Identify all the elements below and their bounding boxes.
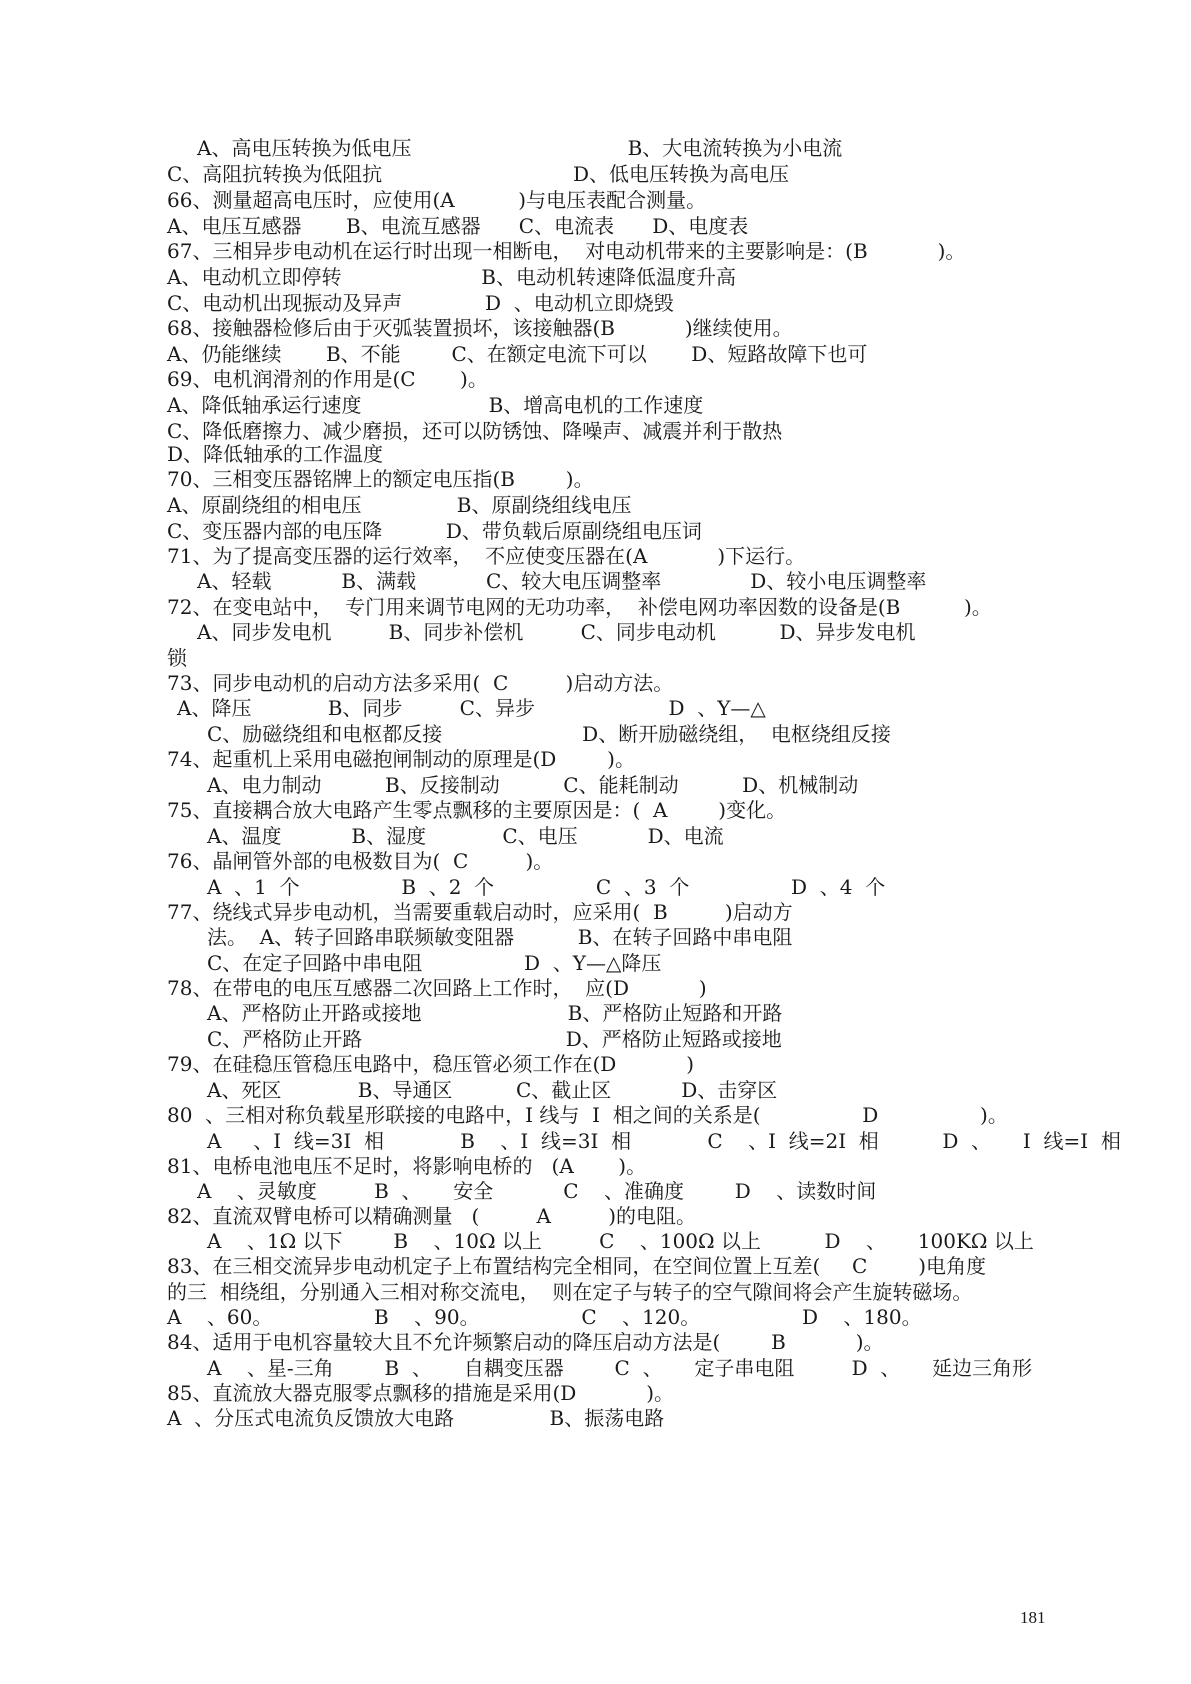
text-line: 68、接触器检修后由于灭弧装置损坏，该接触器(B )继续使用。 [167, 316, 793, 340]
text-line: A、电力制动 B、反接制动 C、能耗制动 D、机械制动 [207, 773, 859, 797]
text-line: A、轻载 B、满载 C、较大电压调整率 D、较小电压调整率 [197, 569, 927, 593]
text-line: C、高阻抗转换为低阻抗 D、低电压转换为高电压 [167, 162, 790, 186]
text-line: 71、为了提高变压器的运行效率， 不应使变压器在(A )下运行。 [167, 544, 806, 568]
text-line: A 、星-三角 B 、 自耦变压器 C 、 定子串电阻 D 、 延边三角形 [207, 1356, 1033, 1380]
text-line: A、仍能继续 B、不能 C、在额定电流下可以 D、短路故障下也可 [167, 342, 868, 366]
text-line: 锁 [167, 646, 187, 670]
text-line: A、降压 B、同步 C、异步 D 、Y—△ [177, 696, 766, 720]
text-line: 78、在带电的电压互感器二次回路上工作时， 应(D ) [167, 976, 707, 1000]
text-line: A 、60。 B 、90。 C 、120。 D 、180。 [167, 1305, 922, 1329]
text-line: 73、同步电动机的启动方法多采用( C )启动方法。 [167, 671, 674, 695]
text-line: A、温度 B、湿度 C、电压 D、电流 [207, 824, 724, 848]
text-line: C、变压器内部的电压降 D、带负载后原副绕组电压词 [167, 519, 702, 543]
text-line: A、电动机立即停转 B、电动机转速降低温度升高 [167, 265, 737, 289]
text-line: 75、直接耦合放大电路产生零点飘移的主要原因是：( A )变化。 [167, 798, 787, 822]
text-line: A 、灵敏度 B 、 安全 C 、准确度 D 、读数时间 [197, 1179, 877, 1203]
text-line: C、励磁绕组和电枢都反接 D、断开励磁绕组， 电枢绕组反接 [207, 722, 891, 746]
text-line: 67、三相异步电动机在运行时出现一相断电， 对电动机带来的主要影响是：(B )。 [167, 239, 966, 263]
text-line: A、高电压转换为低电压 B、大电流转换为小电流 [197, 136, 843, 160]
text-line: C、严格防止开路 D、严格防止短路或接地 [207, 1027, 782, 1051]
text-line: A 、I 线=3I 相 B 、I 线=3I 相 C 、I 线=2I 相 D 、 I 线=I 相 [207, 1129, 1121, 1153]
text-line: 83、在三相交流异步电动机定子上布置结构完全相同，在空间位置上互差( C )电角度 [167, 1254, 987, 1278]
text-line: A、死区 B、导通区 C、截止区 D、击穿区 [207, 1078, 778, 1102]
text-line: A、电压互感器 B、电流互感器 C、电流表 D、电度表 [167, 214, 749, 238]
text-line: 70、三相变压器铭牌上的额定电压指(B )。 [167, 467, 594, 491]
text-line: D、降低轴承的工作温度 [167, 442, 384, 466]
text-line: 81、电桥电池电压不足时，将影响电桥的 (A )。 [167, 1154, 647, 1178]
text-line: 72、在变电站中， 专门用来调节电网的无功功率， 补偿电网功率因数的设备是(B )。 [167, 595, 992, 619]
text-line: A、原副绕组的相电压 B、原副绕组线电压 [167, 493, 632, 517]
text-line: 84、适用于电机容量较大且不允许频繁启动的降压启动方法是( B )。 [167, 1330, 884, 1354]
page-number: 181 [1020, 1608, 1046, 1627]
text-line: 法。 A、转子回路串联频敏变阻器 B、在转子回路中串电阻 [207, 925, 793, 949]
text-line: A、降低轴承运行速度 B、增高电机的工作速度 [167, 393, 704, 417]
text-line: 77、绕线式异步电动机，当需要重载启动时，应采用( B )启动方 [167, 900, 793, 924]
text-line: C、降低磨擦力、减少磨损，还可以防锈蚀、降噪声、减震并利于散热 [167, 419, 783, 443]
text-line: C、在定子回路中串电阻 D 、Y—△降压 [207, 951, 662, 975]
text-line: A 、1 个 B 、2 个 C 、3 个 D 、4 个 [207, 875, 886, 899]
text-line: A 、1Ω 以下 B 、10Ω 以上 C 、100Ω 以上 D 、 100KΩ 以上 [207, 1229, 1034, 1253]
text-line: 80 、三相对称负载星形联接的电路中，I 线与 I 相之间的关系是( D )。 [167, 1103, 1008, 1127]
text-line: 的三 相绕组，分别通入三相对称交流电， 则在定子与转子的空气隙间将会产生旋转磁场。 [167, 1280, 973, 1304]
text-line: 66、测量超高电压时，应使用(A )与电压表配合测量。 [167, 188, 707, 212]
text-line: C、电动机出现振动及异声 D 、电动机立即烧毁 [167, 291, 674, 315]
text-line: A、严格防止开路或接地 B、严格防止短路和开路 [207, 1001, 783, 1025]
text-line: 76、晶闸管外部的电极数目为( C )。 [167, 849, 554, 873]
text-line: 82、直流双臂电桥可以精确测量 ( A )的电阻。 [167, 1204, 697, 1228]
text-line: A 、分压式电流负反馈放大电路 B、振荡电路 [167, 1406, 665, 1430]
text-line: 69、电机润滑剂的作用是(C )。 [167, 367, 488, 391]
text-line: 79、在硅稳压管稳压电路中，稳压管必须工作在(D ) [167, 1052, 695, 1076]
text-line: A、同步发电机 B、同步补偿机 C、同步电动机 D、异步发电机 [197, 620, 916, 644]
text-line: 74、起重机上采用电磁抱闸制动的原理是(D )。 [167, 747, 635, 771]
text-line: 85、直流放大器克服零点飘移的措施是采用(D )。 [167, 1381, 675, 1405]
